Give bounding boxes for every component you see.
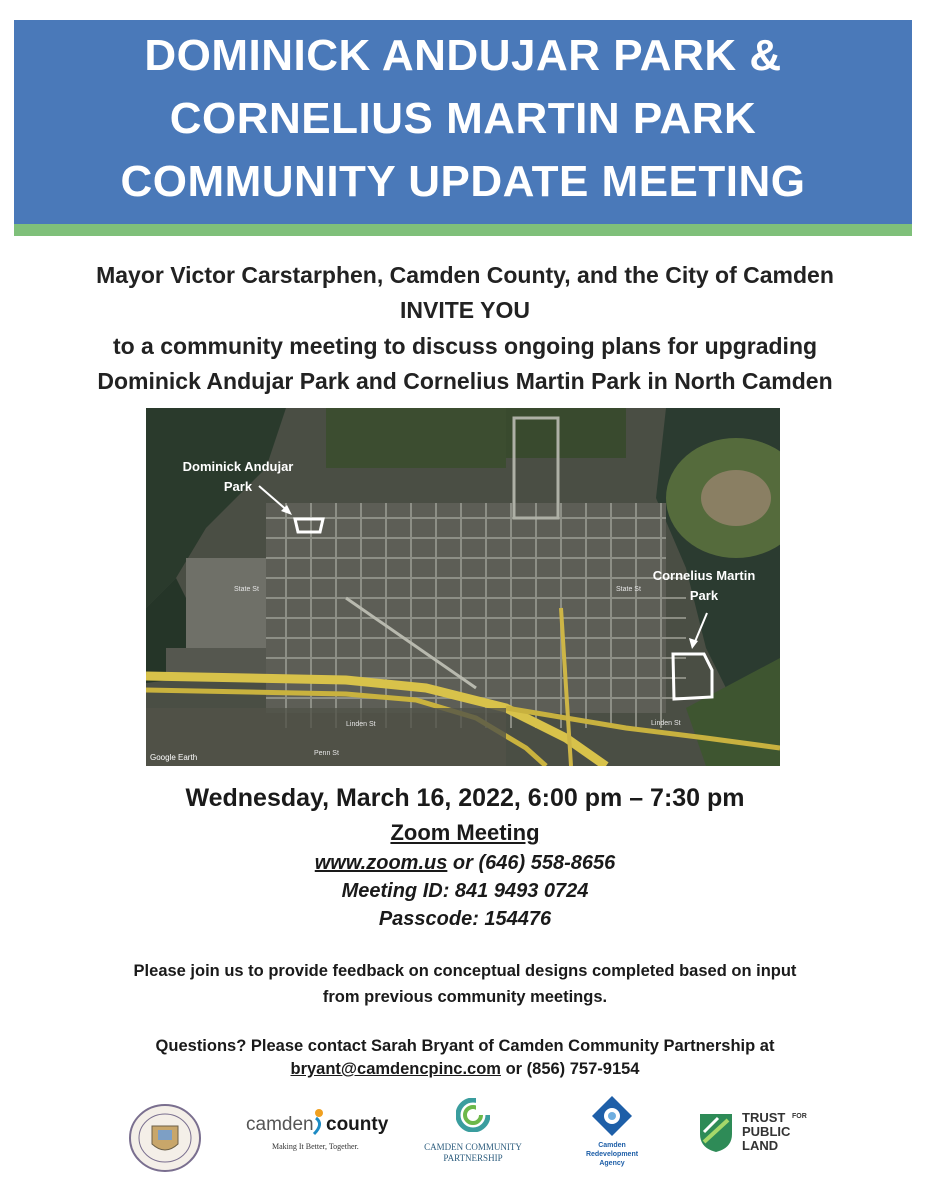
feedback-line-2: from previous community meetings. [322, 988, 608, 1006]
map-street-linden-1: Linden St [346, 721, 376, 728]
feedback-line-1: Please join us to provide feedback on conceptual designs completed based on input [133, 962, 797, 980]
meeting-passcode: Passcode: 154476 [378, 908, 552, 930]
intro-line-4: Dominick Andujar Park and Cornelius Martin Park in North Camden [97, 368, 833, 394]
cra-diamond-icon [592, 1096, 632, 1136]
cra-name-line-3: Agency [599, 1160, 625, 1167]
tpl-word-public: PUBLIC [742, 1124, 791, 1139]
zoom-contact-line [0, 852, 930, 875]
zoom-phone: or (646) 558-8656 [447, 852, 616, 874]
city-of-camden-seal [128, 1104, 202, 1172]
map-street-state-1: State St [234, 586, 259, 593]
title-line-3: COMMUNITY UPDATE MEETING [120, 157, 806, 206]
tpl-word-for: FOR [792, 1113, 807, 1120]
map-street-linden-2: Linden St [651, 720, 681, 727]
ccp-emblem-icon [456, 1098, 490, 1132]
map-label-dominick-line2: Park [223, 479, 253, 494]
intro-invite: INVITE YOU [400, 297, 530, 323]
cra-name-line-2: Redevelopment [585, 1151, 639, 1158]
camden-county-tagline: Making It Better, Together. [272, 1142, 359, 1151]
cra-name-line-1: Camden [598, 1142, 626, 1149]
header-accent-stripe [14, 224, 912, 236]
map-label-cornelius-line2: Park [689, 588, 719, 603]
intro-line-3: to a community meeting to discuss ongoing plans for upgrading [112, 333, 818, 359]
ccp-name-line-1: CAMDEN COMMUNITY [424, 1142, 522, 1152]
intro-line-1: Mayor Victor Carstarphen, Camden County, and the City of Camden [96, 262, 834, 288]
trust-for-public-land-logo [698, 1110, 828, 1158]
camden-redevelopment-agency-logo [580, 1096, 644, 1172]
ccp-name-line-2: PARTNERSHIP [443, 1153, 503, 1163]
meeting-id: Meeting ID: 841 9493 0724 [341, 880, 589, 902]
camden-county-logo [246, 1106, 389, 1158]
zoom-meeting-heading: Zoom Meeting [390, 820, 540, 845]
camden-county-word-county: county [326, 1114, 389, 1135]
title-line-1: DOMINICK ANDUJAR PARK & [144, 31, 782, 80]
contact-phone: or (856) 757-9154 [500, 1060, 640, 1078]
aerial-map [146, 408, 780, 766]
tpl-leaf-icon [698, 1112, 734, 1152]
contact-line-2 [0, 1060, 930, 1079]
title-line-2: CORNELIUS MARTIN PARK [169, 94, 757, 143]
tpl-word-trust: TRUST [742, 1110, 786, 1125]
contact-line-1: Questions? Please contact Sarah Bryant of Camden Community Partnership at [155, 1037, 775, 1055]
map-label-cornelius-line1: Cornelius Martin [652, 568, 756, 583]
camden-county-word-camden: camden [246, 1114, 314, 1135]
tpl-word-land: LAND [742, 1138, 779, 1153]
map-street-penn: Penn St [314, 750, 339, 757]
camden-county-swoosh-icon [312, 1108, 326, 1136]
camden-community-partnership-logo [418, 1098, 528, 1170]
zoom-link[interactable]: www.zoom.us [314, 852, 448, 874]
map-label-dominick-line1: Dominick Andujar [182, 459, 294, 474]
meeting-datetime: Wednesday, March 16, 2022, 6:00 pm – 7:30 pm [185, 784, 745, 812]
contact-email-link[interactable]: bryant@camdencpinc.com [290, 1060, 501, 1078]
map-street-state-2: State St [616, 586, 641, 593]
map-credit: Google Earth [150, 753, 198, 762]
